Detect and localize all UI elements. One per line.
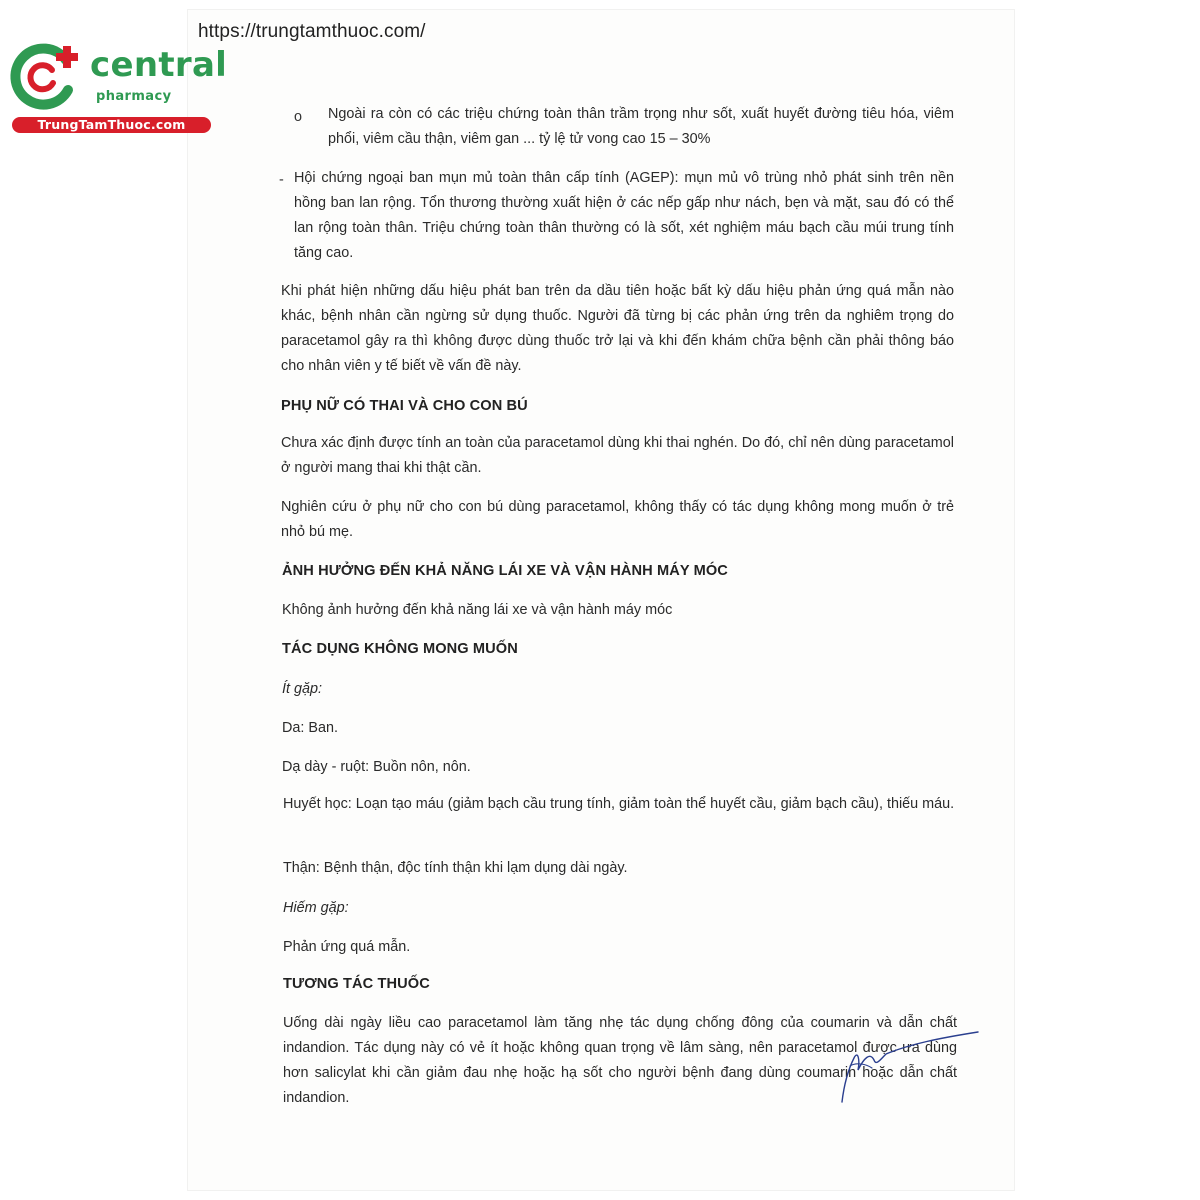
source-url[interactable]: https://trungtamthuoc.com/: [198, 21, 426, 42]
side-effect-kidney: Thận: Bệnh thận, độc tính thận khi lạm dụng dài ngày.: [283, 860, 628, 876]
paragraph-breastfeeding: Nghiên cứu ở phụ nữ cho con bú dùng paracetamol, không thấy có tác dụng không mong muốn ở trẻ nhỏ bú mẹ.: [281, 499, 954, 540]
label-uncommon: Ít gặp:: [282, 681, 323, 697]
central-pharmacy-logo-icon: [8, 38, 90, 113]
label-rare: Hiếm gặp:: [283, 900, 349, 916]
heading-pregnancy: PHỤ NỮ CÓ THAI VÀ CHO CON BÚ: [281, 398, 528, 414]
heading-driving: ẢNH HƯỞNG ĐẾN KHẢ NĂNG LÁI XE VÀ VẬN HÀNH MÁY MÓC: [282, 563, 728, 579]
bullet-systemic-symptoms: Ngoài ra còn có các triệu chứng toàn thân trầm trọng như sốt, xuất huyết đường tiêu hóa, viêm phổi, viêm cầu thận, viêm gan ... tỷ lệ tử vong cao 15 – 30%: [328, 106, 954, 147]
bullet-agep: Hội chứng ngoại ban mụn mủ toàn thân cấp tính (AGEP): mụn mủ vô trùng nhỏ phát sinh trên nền hồng ban lan rộng. Tổn thương thường xuất hiện ở các nếp gấp như nách, bẹn và mặt, sau đó có thể lan rộng toàn thân. Triệu chứng toàn thân thường có là sốt, xét nghiệm máu bạch cầu múi trung tính tăng cao.: [294, 170, 954, 261]
side-effect-blood: Huyết học: Loạn tạo máu (giảm bạch cầu trung tính, giảm toàn thể huyết cầu, giảm bạch cầu), thiếu máu.: [283, 796, 955, 812]
logo: [8, 38, 228, 138]
side-effect-skin: Da: Ban.: [282, 720, 338, 736]
bullet-marker-dash: -: [279, 172, 284, 188]
logo-subtitle: pharmacy: [96, 89, 172, 104]
heading-side-effects: TÁC DỤNG KHÔNG MONG MUỐN: [282, 641, 518, 657]
heading-interactions: TƯƠNG TÁC THUỐC: [283, 976, 430, 992]
logo-site-badge: TrungTamThuoc.com: [12, 117, 211, 133]
paragraph-interactions: Uống dài ngày liều cao paracetamol làm tăng nhẹ tác dụng chống đông của coumarin và dẫn chất indandion. Tác dụng này có vẻ ít hoặc không quan trọng về lâm sàng, nên paracetamol được ưa dùng hơn salicylat khi cần giảm đau nhẹ hoặc hạ sốt cho người bệnh đang dùng coumarin hoặc dẫn chất indandion.: [283, 1015, 957, 1106]
paragraph-pregnancy: Chưa xác định được tính an toàn của paracetamol dùng khi thai nghén. Do đó, chỉ nên dùng paracetamol ở người mang thai khi thật cần.: [281, 435, 954, 476]
paragraph-skin-reactions: Khi phát hiện những dấu hiệu phát ban trên da dầu tiên hoặc bất kỳ dấu hiệu phản ứng quá mẫn nào khác, bệnh nhân cần ngừng sử dụng thuốc. Người đã từng bị các phản ứng trên da nghiêm trọng do paracetamol gây ra thì không được dùng thuốc trở lại và khi đến khám chữa bệnh cần phải thông báo cho nhân viên y tế biết về vấn đề này.: [281, 283, 954, 374]
signature-mark: [830, 1030, 990, 1110]
paragraph-driving: Không ảnh hưởng đến khả năng lái xe và vận hành máy móc: [282, 602, 673, 618]
side-effect-gi: Dạ dày - ruột: Buồn nôn, nôn.: [282, 759, 471, 775]
side-effect-rare: Phản ứng quá mẫn.: [283, 939, 411, 955]
bullet-marker-o: o: [294, 109, 303, 125]
logo-name: central: [90, 45, 228, 85]
